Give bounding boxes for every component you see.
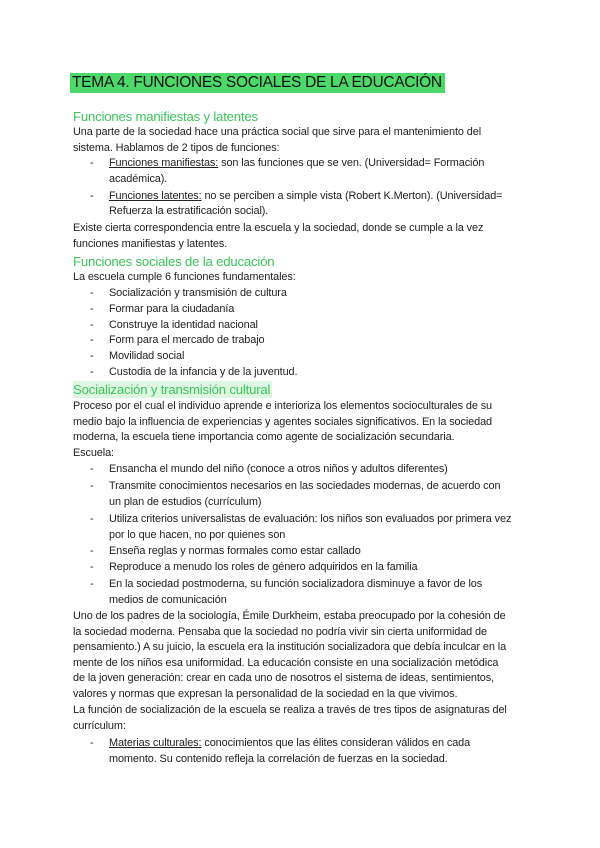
list-item-text: Formar para la ciudadanía [109,303,235,315]
term-funciones-latentes: Funciones latentes: [109,189,202,202]
list-item [90,544,361,560]
paragraph-line: Existe cierta correspondencia entre la escuela y la sociedad, donde se cumple a la vez [73,222,484,234]
bullet-dash: - [90,189,94,202]
list-item-text: son las funciones que se ven. (Universidad= Formación [218,157,485,169]
list-item [90,736,470,752]
paragraph-line: La escuela cumple 6 funciones fundamentales: [73,271,296,283]
list-item [90,479,500,495]
list-item [90,577,482,593]
paragraph-line: Uno de los padres de la sociología, Émile Durkheim, estaba preocupado por la cohesión de [73,610,506,622]
list-item [90,333,265,349]
list-item-text: Reproduce a menudo los roles de género adquiridos en la familia [109,561,418,573]
bullet-dash: - [90,513,94,525]
bullet-dash: - [90,480,94,492]
list-item [90,560,418,576]
paragraph-line: sistema. Hablamos de 2 tipos de funciones: [73,141,280,154]
paragraph-line: Proceso por el cual el individuo aprende e interioriza los elementos socioculturales de su [73,400,493,412]
list-item-text: Movilidad social [109,350,185,362]
list-item [90,462,448,478]
list-item-text: no se perciben a simple vista (Robert K.Merton). (Universidad= [201,189,503,202]
list-item-text: Utiliza criterios universalistas de evaluación: los niños son evaluados por primera vez [109,513,512,525]
list-item-text: conocimientos que las élites consideran válidos en cada [201,737,471,749]
bullet-dash: - [90,366,94,378]
list-item-text: Socialización y transmisión de cultura [109,287,287,299]
bullet-dash: - [90,334,94,346]
list-item-continuation: un plan de estudios (currículum) [109,495,262,508]
bullet-dash: - [90,318,94,331]
list-item [90,512,511,528]
paragraph-line: currículum: [73,719,126,732]
list-item-continuation: momento. Su contenido refleja la correlación de fuerzas en la sociedad. [109,752,448,765]
bullet-dash: - [90,462,94,475]
list-item [90,189,502,205]
list-item-continuation: medios de comunicación [109,593,227,606]
list-item-text: En la sociedad postmoderna, su función socializadora disminuye a favor de los [109,578,483,590]
bullet-dash: - [90,578,94,590]
bullet-dash: - [90,303,94,315]
list-item [90,286,287,302]
list-item-continuation: académica). [109,172,168,185]
paragraph-line: pensamiento.) A su juicio, la escuela era la institución socializadora que debía inculcar en la [73,641,507,653]
paragraph-line: La función de socialización de la escuela se realiza a través de tres tipos de asignaturas del [73,704,507,716]
bullet-dash: - [90,561,94,573]
bullet-dash: - [90,287,94,299]
heading-funciones-manifiestas: Funciones manifiestas y latentes [73,109,258,124]
list-item-continuation: Refuerza la estratificación social). [109,205,269,217]
paragraph-line: Escuela: [73,446,114,459]
paragraph-line: valores y normas que expresan la personalidad de la sociedad en la que vivimos. [73,687,458,700]
list-item [90,349,184,365]
list-item [90,318,258,334]
paragraph-line: mente de los niños esa uniformidad. La educación consiste en una socialización metódica [73,656,499,669]
heading-funciones-sociales: Funciones sociales de la educación [73,254,275,269]
list-item [90,302,234,318]
list-item [90,156,484,172]
list-item-text: Enseña reglas y normas formales como estar callado [109,545,361,557]
paragraph-line: la sociedad moderna. Pensaba que la sociedad no podría vivir sin cierta uniformidad de [73,625,487,638]
term-materias-culturales: Materias culturales: [109,737,202,749]
bullet-dash: - [90,350,94,362]
bullet-dash: - [90,737,94,749]
paragraph-line: moderna, la escuela tiene importancia como agente de socialización secundaria. [73,431,455,443]
list-item-text: Transmite conocimientos necesarios en las sociedades modernas, de acuerdo con [109,480,501,492]
paragraph-line: funciones manifiestas y latentes. [73,237,228,250]
bullet-dash: - [90,545,94,557]
heading-socializacion: Socialización y transmisión cultural [73,382,271,397]
page-title: TEMA 4. FUNCIONES SOCIALES DE LA EDUCACIÓN [70,73,445,93]
list-item-continuation: por lo que hacen, no por quienes son [109,528,286,541]
paragraph-line: medio bajo la influencia de experiencias y agentes sociales significativos. En la sociedad [73,415,493,428]
list-item-text: Form para el mercado de trabajo [109,334,265,346]
list-item-text: Construye la identidad nacional [109,318,258,331]
term-funciones-manifiestas: Funciones manifiestas: [109,157,219,169]
list-item-text: Custodia de la infancia y de la juventud. [109,366,298,378]
paragraph-line: Una parte de la sociedad hace una práctica social que sirve para el mantenimiento del [73,126,482,138]
list-item [90,365,297,381]
bullet-dash: - [90,157,94,169]
paragraph-line: de la joven generación: crear en cada uno de nosotros el sistema de ideas, sentimientos, [73,672,495,684]
list-item-text: Ensancha el mundo del niño (conoce a otros niños y adultos diferentes) [109,462,448,475]
